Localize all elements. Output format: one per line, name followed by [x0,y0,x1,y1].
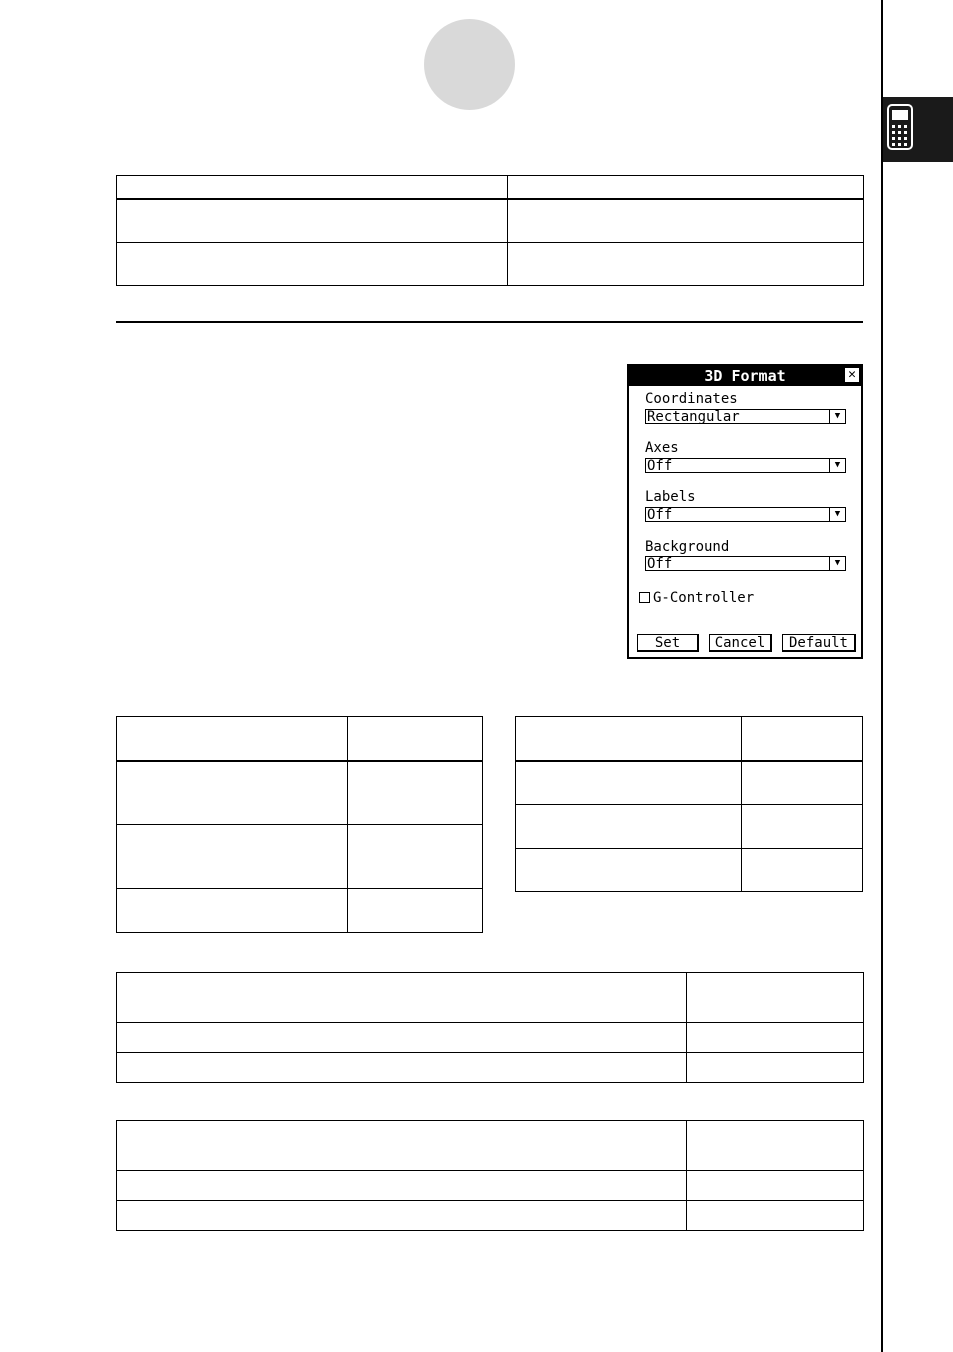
table-row [516,717,863,761]
table-row [117,717,483,761]
table-cell [117,1121,687,1171]
g-controller-option[interactable] [639,590,754,606]
table-cell [348,825,483,889]
set-button[interactable]: Set [637,634,699,652]
lower-table-2 [116,1120,864,1231]
axes-select[interactable] [645,458,846,473]
coordinates-label: Coordinates [645,391,738,407]
table-cell [117,176,508,199]
table-row [117,176,864,199]
background-select[interactable] [645,556,846,571]
table-cell [742,761,863,805]
dialog-title-bar [629,366,861,386]
table-cell [117,717,348,761]
section-divider [116,321,863,323]
default-button[interactable]: Default [782,634,856,652]
table-row [117,243,864,286]
table-cell [742,717,863,761]
middle-right-table [515,716,863,892]
top-table [116,175,864,286]
table-cell [687,1201,864,1231]
axes-label: Axes [645,440,679,456]
table-row [117,889,483,933]
table-cell [516,761,742,805]
table-cell [508,243,864,286]
calculator-icon [887,104,913,150]
table-cell [117,199,508,243]
table-cell [117,973,687,1023]
table-cell [516,717,742,761]
g-controller-checkbox[interactable] [639,592,650,603]
table-cell [687,1053,864,1083]
table-cell [117,825,348,889]
background-label: Background [645,539,730,555]
triangle-down-icon[interactable]: ▼ [829,410,845,423]
table-row [117,1053,864,1083]
table-row [117,199,864,243]
side-tab [883,97,953,162]
table-cell [508,199,864,243]
table-row [117,1201,864,1231]
triangle-down-icon[interactable]: ▼ [829,459,845,472]
table-cell [516,805,742,849]
table-cell [742,805,863,849]
table-cell [348,717,483,761]
close-icon[interactable]: ✕ [845,368,859,382]
table-cell [516,849,742,892]
triangle-down-icon[interactable]: ▼ [829,557,845,570]
table-row [117,973,864,1023]
table-cell [348,889,483,933]
page-circle-marker [424,19,515,110]
margin-rule [881,0,883,1352]
labels-value: Off [647,507,673,523]
background-value: Off [647,556,673,572]
table-row [117,825,483,889]
lower-table-1 [116,972,864,1083]
3d-format-dialog [627,364,863,659]
table-row [516,761,863,805]
table-cell [508,176,864,199]
table-cell [117,1053,687,1083]
dialog-title: 3D Format [704,367,786,385]
table-cell [348,761,483,825]
table-row [117,761,483,825]
table-cell [117,889,348,933]
labels-select[interactable] [645,507,846,522]
cancel-button[interactable]: Cancel [709,634,772,652]
axes-value: Off [647,458,673,474]
triangle-down-icon[interactable]: ▼ [829,508,845,521]
table-cell [687,973,864,1023]
table-cell [687,1023,864,1053]
g-controller-label: G-Controller [653,590,755,606]
table-cell [117,1201,687,1231]
table-cell [687,1171,864,1201]
table-cell [742,849,863,892]
table-row [117,1023,864,1053]
coordinates-select[interactable] [645,409,846,424]
middle-left-table [116,716,483,933]
table-row [117,1171,864,1201]
table-cell [117,243,508,286]
table-cell [117,1023,687,1053]
table-row [516,849,863,892]
table-row [117,1121,864,1171]
table-cell [117,1171,687,1201]
coordinates-value: Rectangular [647,409,740,425]
table-cell [687,1121,864,1171]
labels-label: Labels [645,489,696,505]
table-row [516,805,863,849]
table-cell [117,761,348,825]
